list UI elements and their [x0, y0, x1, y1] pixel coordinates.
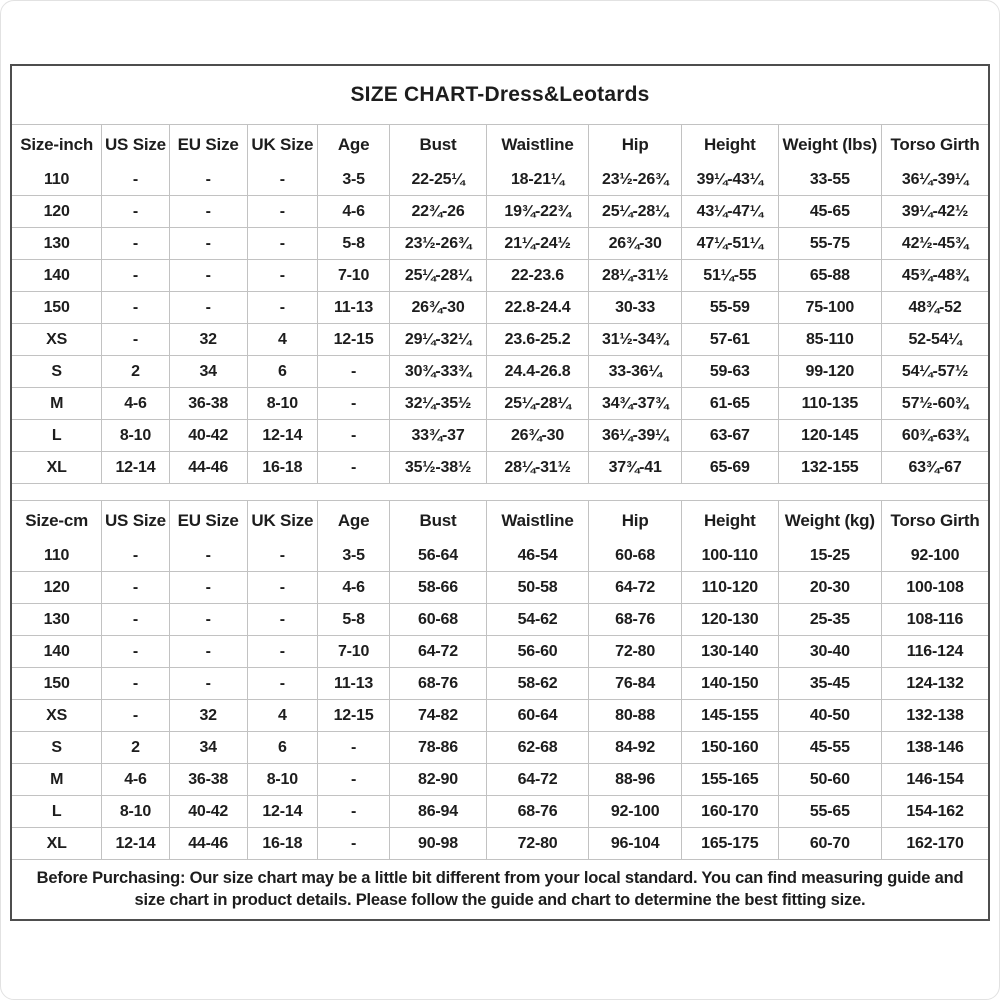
table-cell: 124-132 [882, 668, 988, 700]
table-cell: 35½-38½ [390, 452, 487, 484]
table-cell: 116-124 [882, 636, 988, 668]
table-cell: 7-10 [317, 636, 389, 668]
table-cell: 30-33 [589, 292, 682, 324]
table-cell: 60-68 [390, 604, 487, 636]
table-cell: 72-80 [589, 636, 682, 668]
table-cell: 25-35 [778, 604, 881, 636]
table-cell: 86-94 [390, 796, 487, 828]
table-cell: 37¾-41 [589, 452, 682, 484]
table-cell: - [102, 636, 169, 668]
table-cell: - [247, 228, 317, 260]
table-row [12, 636, 988, 668]
header-row [12, 501, 988, 540]
table-cell: 25¼-28¼ [486, 388, 588, 420]
table-cell: 63¾-67 [882, 452, 988, 484]
table-divider [12, 483, 988, 501]
table-cell: 36-38 [169, 764, 247, 796]
table-cell: 3-5 [317, 164, 389, 196]
page-title: SIZE CHART-Dress&Leotards [12, 66, 988, 125]
table-cell: 7-10 [317, 260, 389, 292]
column-header: Bust [390, 125, 487, 164]
table-cell: 52-54¼ [882, 324, 988, 356]
table-cell: 74-82 [390, 700, 487, 732]
table-row [12, 572, 988, 604]
table-cell: 45-55 [778, 732, 881, 764]
table-cell: - [317, 764, 389, 796]
table-cell: 40-50 [778, 700, 881, 732]
table-cell: 46-54 [486, 540, 588, 572]
table-cell: 57-61 [681, 324, 778, 356]
table-row [12, 196, 988, 228]
table-cell: 36-38 [169, 388, 247, 420]
column-header: Torso Girth [882, 125, 988, 164]
column-header: Waistline [486, 501, 588, 540]
table-cell: 20-30 [778, 572, 881, 604]
table-cell: 32¼-35½ [390, 388, 487, 420]
table-row [12, 540, 988, 572]
table-cell: 55-65 [778, 796, 881, 828]
column-header: Height [681, 125, 778, 164]
table-cell: - [247, 196, 317, 228]
table-cell: - [102, 700, 169, 732]
table-cell: - [169, 572, 247, 604]
table-cell: - [247, 260, 317, 292]
table-cell: 5-8 [317, 228, 389, 260]
table-cell: 61-65 [681, 388, 778, 420]
table-cell: 110-120 [681, 572, 778, 604]
table-cell: 33¾-37 [390, 420, 487, 452]
table-cell: - [317, 732, 389, 764]
table-cell: 108-116 [882, 604, 988, 636]
table-cell: 26¾-30 [486, 420, 588, 452]
table-cell: 43¼-47¼ [681, 196, 778, 228]
table-cell: - [169, 636, 247, 668]
table-cell: 150-160 [681, 732, 778, 764]
table-cell: 130-140 [681, 636, 778, 668]
table-cell: - [317, 420, 389, 452]
table-cell: 68-76 [589, 604, 682, 636]
table-cell: - [102, 228, 169, 260]
table-cell: 72-80 [486, 828, 588, 860]
table-cell: - [102, 572, 169, 604]
table-cell: 11-13 [317, 292, 389, 324]
header-row [12, 125, 988, 164]
table-row [12, 452, 988, 484]
table-cell: 12-14 [247, 420, 317, 452]
table-cell: 25¼-28¼ [589, 196, 682, 228]
table-cell: 21¼-24½ [486, 228, 588, 260]
purchase-note-line-2: size chart in product details. Please follow the guide and chart to determine the best fitting size. [134, 891, 866, 909]
size-label-cell: 120 [12, 572, 102, 604]
table-cell: 22¾-26 [390, 196, 487, 228]
table-row [12, 388, 988, 420]
table-cell: 68-76 [486, 796, 588, 828]
size-label-cell: 130 [12, 604, 102, 636]
table-cell: 64-72 [589, 572, 682, 604]
table-cell: 96-104 [589, 828, 682, 860]
table-cell: 45¾-48¾ [882, 260, 988, 292]
column-header: Torso Girth [882, 501, 988, 540]
table-cell: 44-46 [169, 828, 247, 860]
table-cell: 154-162 [882, 796, 988, 828]
table-cell: 34¾-37¾ [589, 388, 682, 420]
table-cell: - [102, 164, 169, 196]
table-cell: 8-10 [102, 796, 169, 828]
table-cell: - [317, 452, 389, 484]
table-cell: 110-135 [778, 388, 881, 420]
table-cell: 140-150 [681, 668, 778, 700]
column-header: Hip [589, 125, 682, 164]
table-cell: - [317, 796, 389, 828]
table-row [12, 420, 988, 452]
table-cell: - [102, 540, 169, 572]
table-row [12, 228, 988, 260]
column-header: UK Size [247, 501, 317, 540]
table-row [12, 764, 988, 796]
table-cell: - [247, 604, 317, 636]
column-header: US Size [102, 125, 169, 164]
table-cell: - [102, 604, 169, 636]
table-cell: 36¼-39¼ [882, 164, 988, 196]
column-header: Height [681, 501, 778, 540]
table-cell: 2 [102, 732, 169, 764]
table-cell: 45-65 [778, 196, 881, 228]
table-cell: 2 [102, 356, 169, 388]
table-cell: 3-5 [317, 540, 389, 572]
table-cell: - [247, 572, 317, 604]
size-label-cell: XS [12, 324, 102, 356]
table-row [12, 700, 988, 732]
table-cell: - [317, 388, 389, 420]
size-label-cell: 150 [12, 668, 102, 700]
table-cell: 162-170 [882, 828, 988, 860]
table-cell: - [247, 540, 317, 572]
table-cell: 58-62 [486, 668, 588, 700]
table-cell: 8-10 [247, 764, 317, 796]
table-cell: 16-18 [247, 452, 317, 484]
column-header: Weight (kg) [778, 501, 881, 540]
table-cell: 8-10 [102, 420, 169, 452]
table-cell: 160-170 [681, 796, 778, 828]
table-cell: 80-88 [589, 700, 682, 732]
table-cell: 32 [169, 324, 247, 356]
table-row [12, 260, 988, 292]
size-label-cell: S [12, 356, 102, 388]
table-cell: 48¾-52 [882, 292, 988, 324]
table-cell: 64-72 [486, 764, 588, 796]
column-header: US Size [102, 501, 169, 540]
size-label-cell: M [12, 388, 102, 420]
table-cell: 40-42 [169, 420, 247, 452]
table-row [12, 604, 988, 636]
purchase-note-line-1: Before Purchasing: Our size chart may be a little bit different from your local standard. You can find measuring guide and [36, 869, 964, 887]
table-cell: 90-98 [390, 828, 487, 860]
table-row [12, 292, 988, 324]
table-row [12, 668, 988, 700]
table-cell: 65-69 [681, 452, 778, 484]
table-cell: 42½-45¾ [882, 228, 988, 260]
table-cell: 50-60 [778, 764, 881, 796]
table-cell: 30¾-33¾ [390, 356, 487, 388]
table-cell: - [169, 292, 247, 324]
table-cell: - [102, 196, 169, 228]
table-cell: 60-70 [778, 828, 881, 860]
table-row [12, 356, 988, 388]
table-cell: 36¼-39¼ [589, 420, 682, 452]
table-cell: 92-100 [882, 540, 988, 572]
table-cell: 4 [247, 324, 317, 356]
size-label-cell: 110 [12, 164, 102, 196]
table-cell: 47¼-51¼ [681, 228, 778, 260]
table-cell: 4-6 [102, 764, 169, 796]
size-label-cell: L [12, 420, 102, 452]
size-label-cell: XL [12, 828, 102, 860]
table-cell: 40-42 [169, 796, 247, 828]
table-cell: 35-45 [778, 668, 881, 700]
column-header: EU Size [169, 501, 247, 540]
table-cell: - [169, 196, 247, 228]
table-cell: 88-96 [589, 764, 682, 796]
table-cell: 165-175 [681, 828, 778, 860]
size-label-cell: L [12, 796, 102, 828]
table-cell: 85-110 [778, 324, 881, 356]
table-cell: 60-64 [486, 700, 588, 732]
table-cell: 60-68 [589, 540, 682, 572]
table-cell: 78-86 [390, 732, 487, 764]
table-cell: 100-110 [681, 540, 778, 572]
size-label-cell: 140 [12, 636, 102, 668]
table-cell: 92-100 [589, 796, 682, 828]
table-cell: - [169, 540, 247, 572]
table-cell: 23½-26¾ [589, 164, 682, 196]
size-label-cell: 110 [12, 540, 102, 572]
table-cell: 56-64 [390, 540, 487, 572]
table-cell: 138-146 [882, 732, 988, 764]
table-cell: 22-23.6 [486, 260, 588, 292]
table-cell: 100-108 [882, 572, 988, 604]
table-cell: 44-46 [169, 452, 247, 484]
table-cell: - [102, 292, 169, 324]
table-cell: 145-155 [681, 700, 778, 732]
table-cell: 120-145 [778, 420, 881, 452]
table-cell: 28¼-31½ [486, 452, 588, 484]
table-cell: 18-21¼ [486, 164, 588, 196]
table-cell: 6 [247, 732, 317, 764]
column-header: Waistline [486, 125, 588, 164]
table-cell: 54¼-57½ [882, 356, 988, 388]
size-label-cell: 130 [12, 228, 102, 260]
table-cell: 34 [169, 356, 247, 388]
size-table-cm [12, 501, 988, 859]
table-cell: 51¼-55 [681, 260, 778, 292]
column-header: UK Size [247, 125, 317, 164]
table-cell: 57½-60¾ [882, 388, 988, 420]
table-cell: 59-63 [681, 356, 778, 388]
table-cell: - [247, 164, 317, 196]
table-cell: - [102, 324, 169, 356]
table-cell: 15-25 [778, 540, 881, 572]
table-cell: 68-76 [390, 668, 487, 700]
table-cell: 33-55 [778, 164, 881, 196]
table-cell: 22.8-24.4 [486, 292, 588, 324]
table-row [12, 796, 988, 828]
table-row [12, 732, 988, 764]
column-header: Bust [390, 501, 487, 540]
size-label-cell: S [12, 732, 102, 764]
table-cell: 76-84 [589, 668, 682, 700]
column-header: Age [317, 125, 389, 164]
table-cell: 12-15 [317, 700, 389, 732]
table-cell: - [169, 604, 247, 636]
table-cell: 12-14 [102, 828, 169, 860]
table-row [12, 828, 988, 860]
table-cell: 29¼-32¼ [390, 324, 487, 356]
table-cell: 34 [169, 732, 247, 764]
table-cell: 54-62 [486, 604, 588, 636]
table-cell: 19¾-22¾ [486, 196, 588, 228]
table-cell: 12-14 [247, 796, 317, 828]
table-cell: 32 [169, 700, 247, 732]
table-cell: - [102, 668, 169, 700]
column-header: Hip [589, 501, 682, 540]
table-cell: 58-66 [390, 572, 487, 604]
column-header: Weight (lbs) [778, 125, 881, 164]
table-cell: 50-58 [486, 572, 588, 604]
table-cell: 4-6 [317, 196, 389, 228]
column-header: Age [317, 501, 389, 540]
table-cell: 31½-34¾ [589, 324, 682, 356]
table-cell: 146-154 [882, 764, 988, 796]
table-cell: 60¾-63¾ [882, 420, 988, 452]
table-cell: 4 [247, 700, 317, 732]
column-header: Size-inch [12, 125, 102, 164]
table-cell: - [169, 668, 247, 700]
table-cell: 39¼-43¼ [681, 164, 778, 196]
table-cell: 4-6 [317, 572, 389, 604]
table-cell: 55-75 [778, 228, 881, 260]
table-cell: - [247, 292, 317, 324]
table-cell: 55-59 [681, 292, 778, 324]
table-cell: - [169, 228, 247, 260]
table-cell: 16-18 [247, 828, 317, 860]
table-cell: - [102, 260, 169, 292]
table-cell: 25¼-28¼ [390, 260, 487, 292]
size-table-inch [12, 125, 988, 483]
table-cell: 120-130 [681, 604, 778, 636]
column-header: EU Size [169, 125, 247, 164]
table-cell: 11-13 [317, 668, 389, 700]
table-row [12, 324, 988, 356]
table-cell: 12-15 [317, 324, 389, 356]
table-cell: - [317, 356, 389, 388]
table-cell: 23.6-25.2 [486, 324, 588, 356]
table-cell: 56-60 [486, 636, 588, 668]
purchase-note [12, 859, 988, 919]
size-label-cell: 140 [12, 260, 102, 292]
table-cell: 12-14 [102, 452, 169, 484]
table-cell: - [317, 828, 389, 860]
table-cell: - [247, 668, 317, 700]
table-cell: - [169, 164, 247, 196]
table-cell: 22-25¼ [390, 164, 487, 196]
table-cell: 30-40 [778, 636, 881, 668]
table-row [12, 164, 988, 196]
table-cell: 99-120 [778, 356, 881, 388]
table-cell: 39¼-42½ [882, 196, 988, 228]
size-label-cell: XL [12, 452, 102, 484]
table-cell: 6 [247, 356, 317, 388]
table-cell: 26¾-30 [589, 228, 682, 260]
table-cell: 8-10 [247, 388, 317, 420]
table-cell: 4-6 [102, 388, 169, 420]
table-cell: 23½-26¾ [390, 228, 487, 260]
table-cell: - [247, 636, 317, 668]
table-cell: - [169, 260, 247, 292]
size-label-cell: 150 [12, 292, 102, 324]
table-cell: 28¼-31½ [589, 260, 682, 292]
table-cell: 132-138 [882, 700, 988, 732]
table-cell: 132-155 [778, 452, 881, 484]
column-header: Size-cm [12, 501, 102, 540]
table-cell: 63-67 [681, 420, 778, 452]
table-cell: 26¾-30 [390, 292, 487, 324]
size-label-cell: 120 [12, 196, 102, 228]
table-cell: 33-36¼ [589, 356, 682, 388]
table-cell: 155-165 [681, 764, 778, 796]
size-label-cell: XS [12, 700, 102, 732]
size-chart [10, 64, 990, 921]
table-cell: 65-88 [778, 260, 881, 292]
size-label-cell: M [12, 764, 102, 796]
table-cell: 24.4-26.8 [486, 356, 588, 388]
table-cell: 5-8 [317, 604, 389, 636]
table-cell: 84-92 [589, 732, 682, 764]
table-cell: 75-100 [778, 292, 881, 324]
table-cell: 82-90 [390, 764, 487, 796]
table-cell: 62-68 [486, 732, 588, 764]
table-cell: 64-72 [390, 636, 487, 668]
